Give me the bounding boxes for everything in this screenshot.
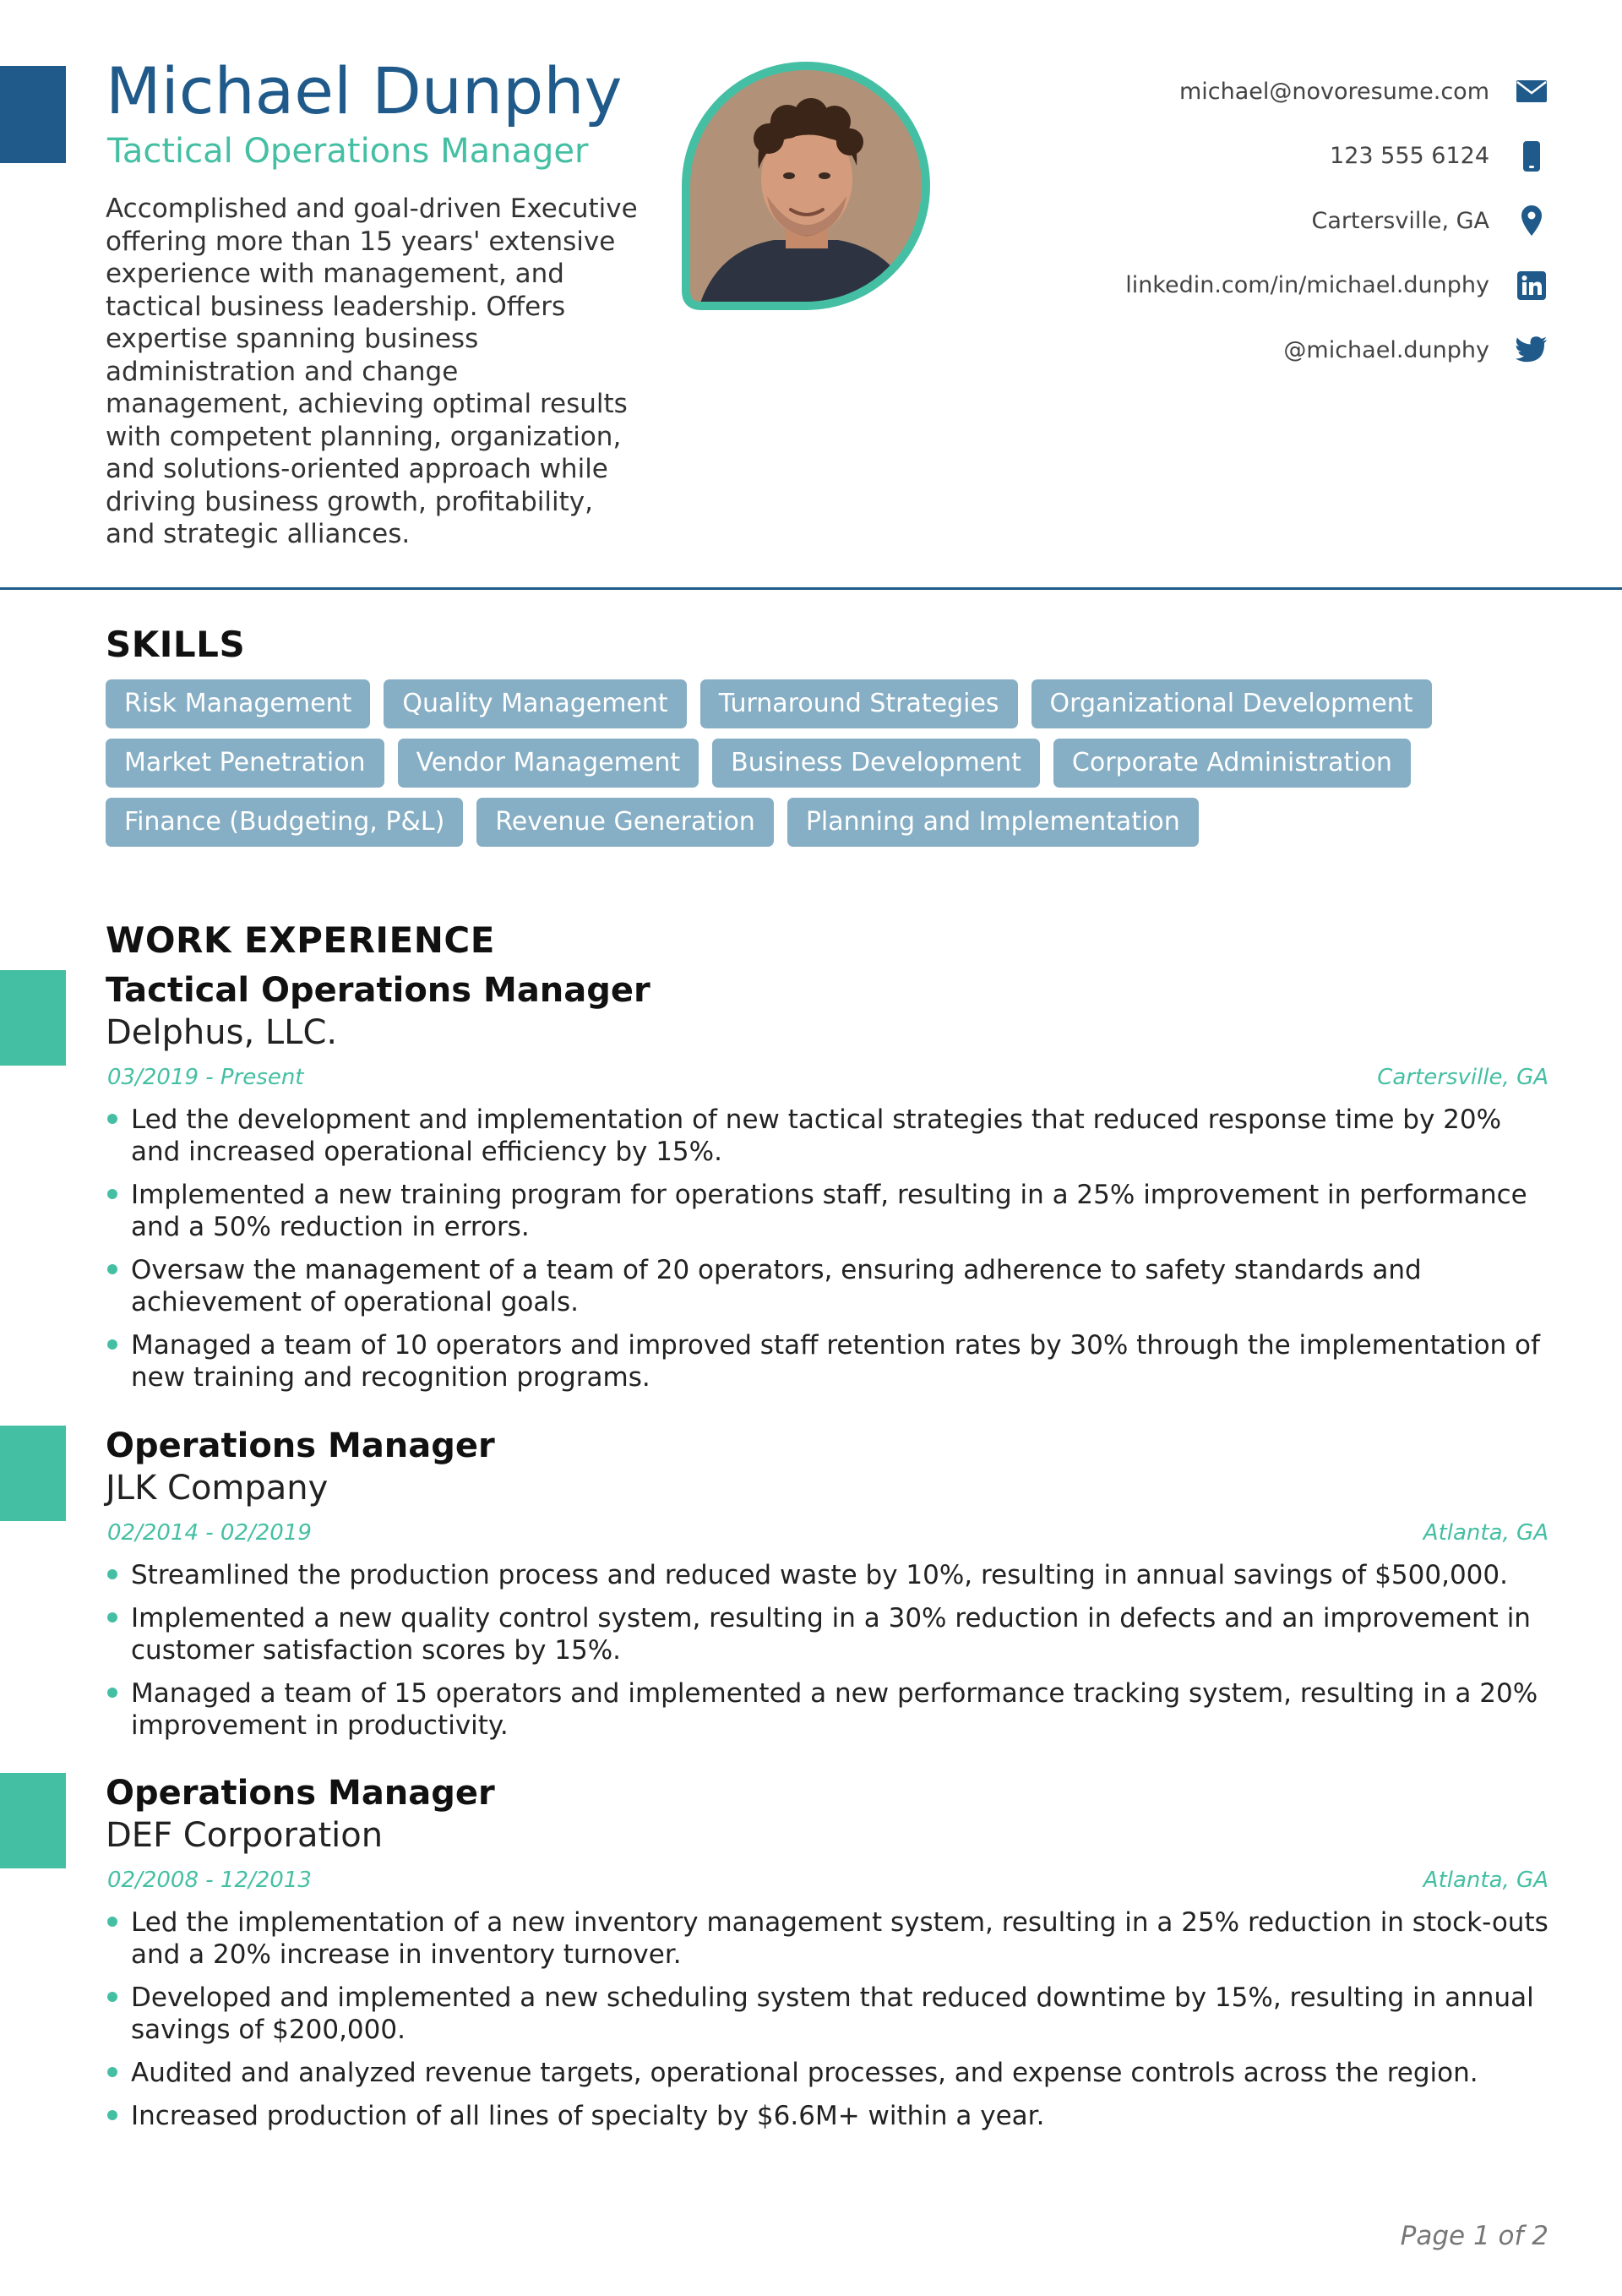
job-location: Cartersville, GA — [1377, 1065, 1549, 1090]
skill-chip: Quality Management — [384, 679, 686, 728]
skills-list — [106, 679, 1542, 847]
work-experience-heading: WORK EXPERIENCE — [106, 919, 495, 961]
job-dates: 02/2008 - 12/2013 — [107, 1868, 312, 1893]
job-achievements — [106, 1906, 1550, 2143]
achievement-item: Implemented a new training program for operations staff, resulting in a 25% improvement in performance and a 50% reduction in errors. — [106, 1179, 1550, 1243]
contact-twitter-text[interactable]: @michael.dunphy — [1283, 336, 1489, 363]
job-title: Operations Manager — [106, 1774, 495, 1813]
skill-chip: Organizational Development — [1031, 679, 1432, 728]
skill-chip: Risk Management — [106, 679, 370, 728]
page-number: Page 1 of 2 — [1400, 2221, 1549, 2251]
skill-chip: Turnaround Strategies — [700, 679, 1018, 728]
achievement-item: Oversaw the management of a team of 20 operators, ensuring adherence to safety standards and achievement of operational goals. — [106, 1254, 1550, 1318]
achievement-item: Led the development and implementation of new tactical strategies that reduced response time by 20% and increased operational efficiency by 15%. — [106, 1104, 1550, 1168]
contact-list — [1008, 59, 1549, 383]
header-divider — [0, 587, 1622, 590]
header-accent-bar — [0, 66, 66, 163]
achievement-item: Managed a team of 15 operators and implemented a new performance tracking system, resulting in a 20% improvement in productivity. — [106, 1677, 1550, 1742]
contact-phone[interactable] — [1008, 124, 1549, 189]
profile-summary: Accomplished and goal-driven Executive offering more than 15 years' extensive experience with management, and tactical business leadership. Offers expertise spanning business administration and change management, achieving optimal results with competent planning, organization, and solutions-oriented approach while driving business growth, profitability, and strategic alliances. — [106, 194, 638, 549]
contact-linkedin-text[interactable]: linkedin.com/in/michael.dunphy — [1125, 272, 1489, 299]
job-dates: 03/2019 - Present — [107, 1065, 304, 1090]
job-dates: 02/2014 - 02/2019 — [107, 1520, 312, 1546]
job-title: Tactical Operations Manager — [106, 971, 650, 1010]
candidate-name: Michael Dunphy — [106, 53, 623, 128]
contact-twitter[interactable] — [1008, 318, 1549, 383]
job-company: DEF Corporation — [106, 1816, 384, 1855]
job-location: Atlanta, GA — [1423, 1520, 1549, 1546]
achievement-item: Audited and analyzed revenue targets, operational processes, and expense controls across the region. — [106, 2057, 1550, 2089]
job-accent-bar — [0, 1773, 66, 1868]
skill-chip: Planning and Implementation — [787, 798, 1199, 847]
achievement-item: Increased production of all lines of specialty by $6.6M+ within a year. — [106, 2100, 1550, 2132]
job-company: Delphus, LLC. — [106, 1013, 338, 1052]
achievement-item: Led the implementation of a new inventory management system, resulting in a 25% reduction in stock-outs and a 20% increase in inventory turnover. — [106, 1906, 1550, 1971]
skills-heading: SKILLS — [106, 624, 246, 665]
job-achievements — [106, 1559, 1550, 1753]
contact-phone-text[interactable]: 123 555 6124 — [1330, 143, 1489, 170]
contact-location — [1008, 188, 1549, 254]
contact-email[interactable] — [1008, 59, 1549, 124]
phone-icon — [1515, 139, 1549, 173]
twitter-icon — [1515, 333, 1549, 367]
job-achievements — [106, 1104, 1550, 1404]
job-company: JLK Company — [106, 1469, 329, 1508]
candidate-title: Tactical Operations Manager — [107, 132, 589, 171]
profile-photo — [681, 61, 931, 311]
job-accent-bar — [0, 1426, 66, 1521]
achievement-item: Implemented a new quality control system, resulting in a 30% reduction in defects and an improvement in customer satisfaction scores by 15%. — [106, 1602, 1550, 1666]
skill-chip: Corporate Administration — [1053, 739, 1411, 788]
skill-chip: Market Penetration — [106, 739, 384, 788]
skill-chip: Vendor Management — [398, 739, 699, 788]
contact-email-text[interactable]: michael@novoresume.com — [1178, 78, 1489, 105]
achievement-item: Developed and implemented a new scheduling system that reduced downtime by 15%, resulting in annual savings of $200,000. — [106, 1982, 1550, 2046]
skill-chip: Revenue Generation — [476, 798, 774, 847]
envelope-icon — [1515, 74, 1549, 108]
job-accent-bar — [0, 970, 66, 1066]
achievement-item: Streamlined the production process and reduced waste by 10%, resulting in annual savings of $500,000. — [106, 1559, 1550, 1591]
achievement-item: Managed a team of 10 operators and improved staff retention rates by 30% through the implementation of new training and recognition programs. — [106, 1329, 1550, 1393]
job-location: Atlanta, GA — [1423, 1868, 1549, 1893]
linkedin-icon — [1515, 269, 1549, 303]
contact-linkedin[interactable] — [1008, 254, 1549, 319]
contact-location-text: Cartersville, GA — [1311, 207, 1489, 234]
job-title: Operations Manager — [106, 1426, 495, 1465]
skill-chip: Finance (Budgeting, P&L) — [106, 798, 463, 847]
location-pin-icon — [1515, 204, 1549, 237]
skill-chip: Business Development — [712, 739, 1040, 788]
